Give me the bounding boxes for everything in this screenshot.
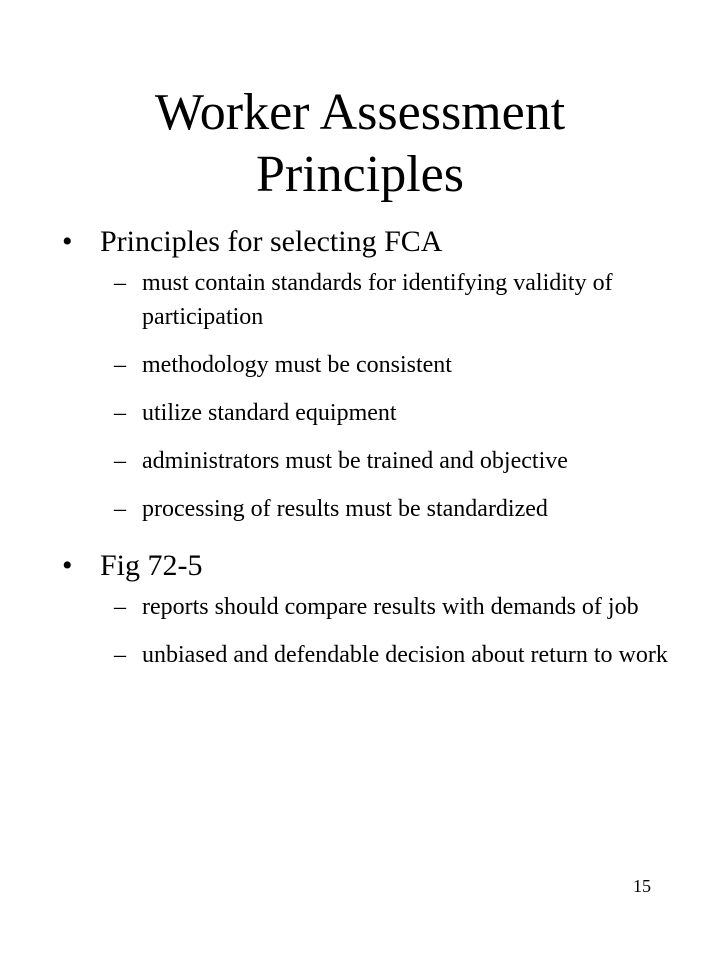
section-principles-items: [62, 266, 682, 526]
sub-item-text: unbiased and defendable decision about return to work: [142, 642, 668, 668]
page-number: 15: [633, 876, 651, 896]
sub-item: [62, 348, 682, 382]
bullet-list: [62, 218, 682, 688]
sub-bullet-list: [62, 590, 682, 672]
sub-item: [62, 396, 682, 430]
dash-icon: –: [114, 496, 126, 522]
sub-item: [62, 590, 682, 624]
sub-item-text: processing of results must be standardized: [142, 496, 548, 522]
bullet-dot-icon: •: [62, 225, 73, 258]
dash-icon: –: [114, 448, 126, 474]
sub-item-text: utilize standard equipment: [142, 400, 397, 426]
section-heading: Principles for selecting FCA: [100, 225, 443, 258]
slide-title: [0, 82, 720, 206]
sub-item-text: must contain standards for identifying validity of participation: [142, 270, 613, 330]
sub-item-text: reports should compare results with demands of job: [142, 594, 639, 620]
section-fig: [62, 542, 682, 590]
sub-item: [62, 444, 682, 478]
section-principles: [62, 218, 682, 266]
sub-bullet-list: [62, 266, 682, 526]
dash-icon: –: [114, 400, 126, 426]
dash-icon: –: [114, 352, 126, 378]
dash-icon: –: [114, 642, 126, 668]
bullet-dot-icon: •: [62, 549, 73, 582]
title-line-2: Principles: [256, 146, 464, 203]
sub-item-text: methodology must be consistent: [142, 352, 452, 378]
title-line-1: Worker Assessment: [154, 84, 566, 141]
section-heading: Fig 72-5: [100, 549, 203, 582]
sub-item: [62, 638, 682, 672]
dash-icon: –: [114, 270, 126, 296]
section-fig-items: [62, 590, 682, 672]
sub-item: [62, 266, 682, 334]
sub-item-text: administrators must be trained and objective: [142, 448, 568, 474]
sub-item: [62, 492, 682, 526]
dash-icon: –: [114, 594, 126, 620]
